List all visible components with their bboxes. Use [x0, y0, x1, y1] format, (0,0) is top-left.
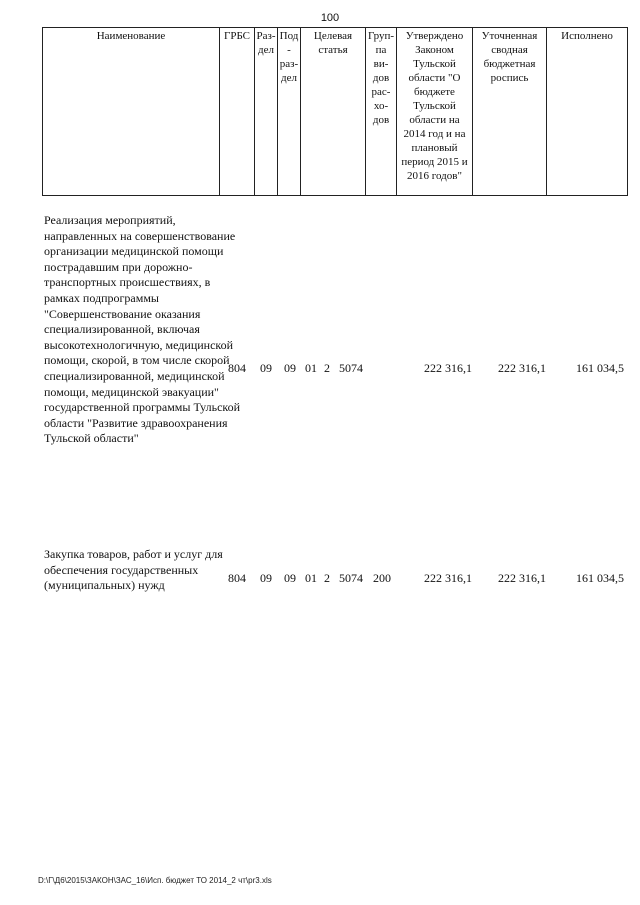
row-approved: 222 316,1: [424, 361, 472, 375]
row-razdel: 09: [260, 361, 272, 375]
row-razdel: 09: [260, 571, 272, 585]
row-target-program: 01: [305, 571, 317, 585]
row-grbs: 804: [228, 571, 246, 585]
row-grbs: 804: [228, 361, 246, 375]
table-header: [42, 27, 628, 196]
col-header-executed: Исполнено: [547, 28, 628, 196]
row-expense-type: 200: [373, 571, 391, 585]
row-podrazdel: 09: [284, 361, 296, 375]
row-name: Реализация мероприятий, направленных на совершенствование организации медицинской помощи пострадавшим при дорожно-транспортных происшествиях, в рамках подпрограммы "Совершенствование оказания специализированной, включая высокотехнологичную, медицинской помощи, скорой, в том числе скорой специализированной, медицинской помощи, медицинской эвакуации" государственной программы Тульской области "Развитие здравоохранения Тульской области": [44, 213, 241, 446]
col-header-refined: Уточненная сводная бюджетная роспись: [473, 28, 547, 196]
row-refined: 222 316,1: [498, 571, 546, 585]
col-header-name: Наименование: [43, 28, 220, 196]
row-target-subprogram: 2: [324, 571, 330, 585]
col-header-razdel: Раз- дел: [255, 28, 278, 196]
row-name: Закупка товаров, работ и услуг для обеспечения государственных (муниципальных) нужд: [44, 547, 223, 593]
row-target-program: 01: [305, 361, 317, 375]
col-header-target: Целевая статья: [301, 28, 366, 196]
row-executed: 161 034,5: [576, 571, 624, 585]
row-approved: 222 316,1: [424, 571, 472, 585]
page-number: 100: [320, 12, 340, 24]
row-target-code: 5074: [339, 361, 363, 375]
row-target-subprogram: 2: [324, 361, 330, 375]
row-refined: 222 316,1: [498, 361, 546, 375]
row-executed: 161 034,5: [576, 361, 624, 375]
col-header-group: Груп- па ви- дов рас- хо- дов: [366, 28, 397, 196]
row-target-code: 5074: [339, 571, 363, 585]
col-header-grbs: ГРБС: [220, 28, 255, 196]
col-header-podrazdel: Под- раз- дел: [278, 28, 301, 196]
col-header-approved: Утверждено Законом Тульской области "О бюджете Тульской области на 2014 год и на плановый период 2015 и 2016 годов": [397, 28, 473, 196]
file-path-footer: D:\Г\Д6\2015\ЗАКОН\ЗАС_16\Исп. бюджет ТО 2014_2 чт\pr3.xls: [38, 876, 272, 885]
row-podrazdel: 09: [284, 571, 296, 585]
